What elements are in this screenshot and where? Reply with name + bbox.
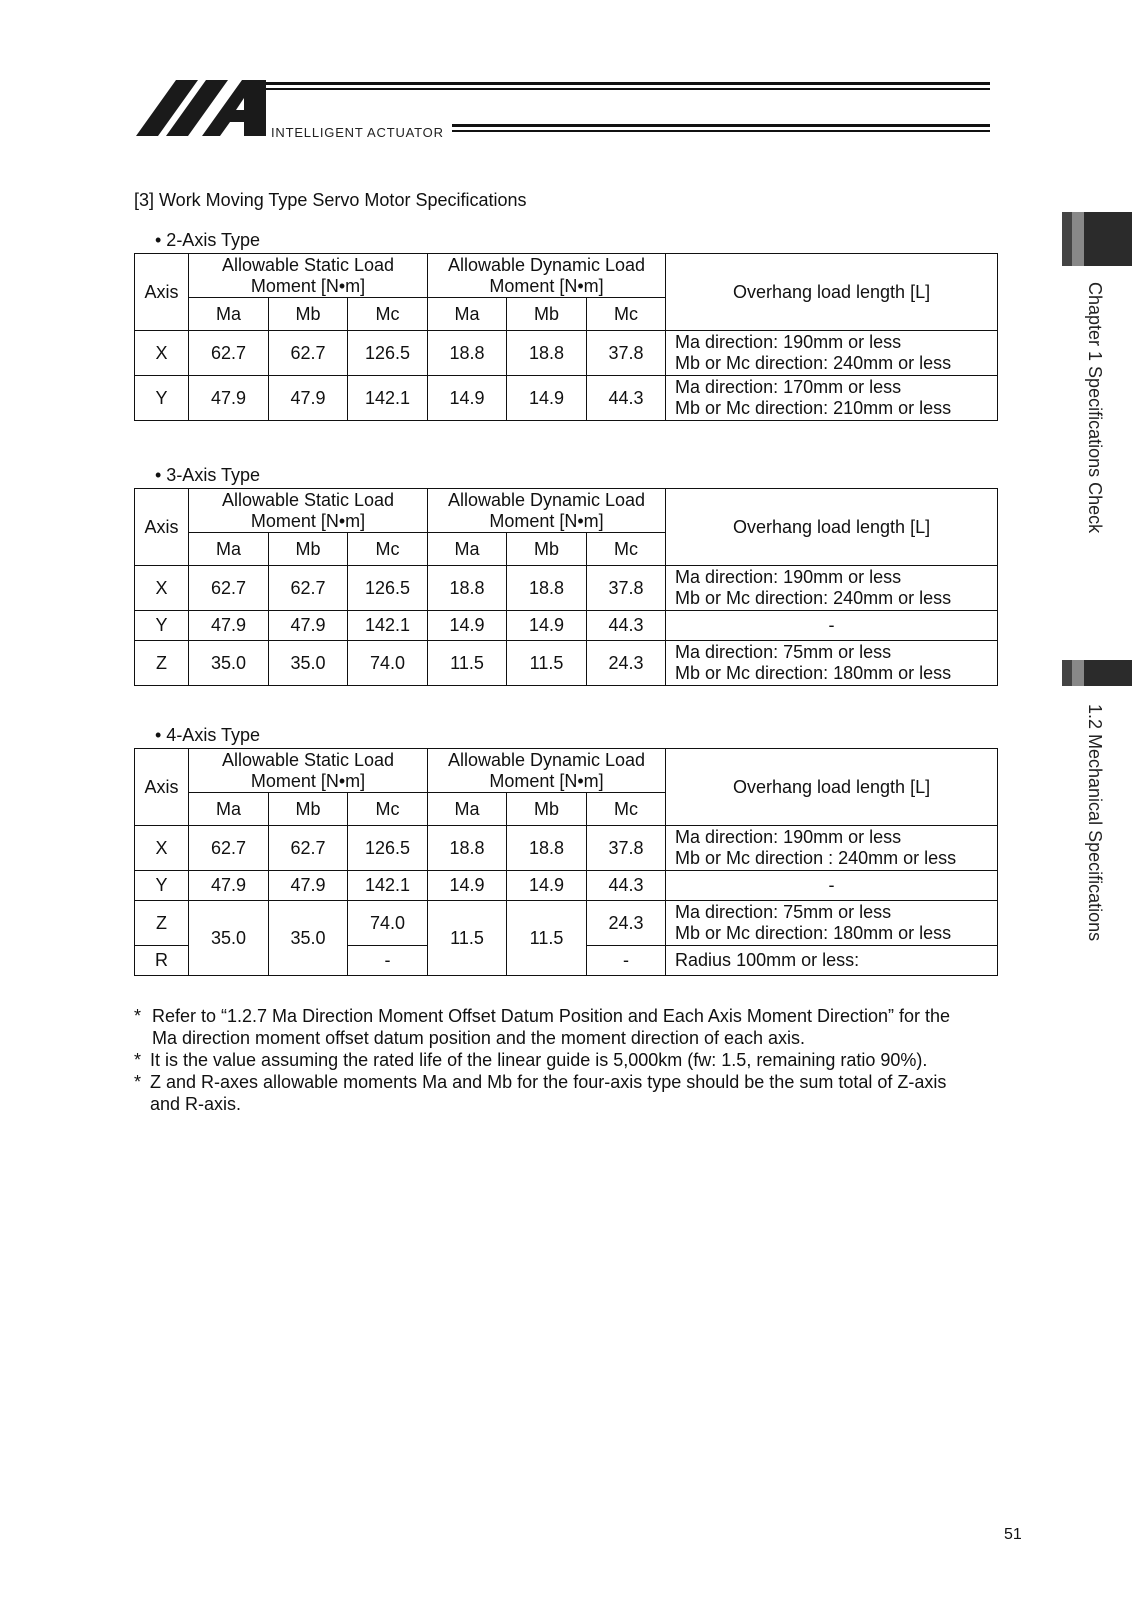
value-cell: 18.8 xyxy=(507,826,587,871)
axis-cell: Y xyxy=(135,611,189,641)
mb-header: Mb xyxy=(269,298,348,331)
iai-logo xyxy=(136,80,266,138)
axis-cell: X xyxy=(135,826,189,871)
dynamic-header: Allowable Dynamic Load Moment [N•m] xyxy=(428,489,666,533)
value-cell: 47.9 xyxy=(189,611,269,641)
mb-header: Mb xyxy=(269,793,348,826)
value-cell: 14.9 xyxy=(428,376,507,421)
mc-header: Mc xyxy=(587,793,666,826)
overhang-cell xyxy=(666,901,998,946)
value-cell: 18.8 xyxy=(507,566,587,611)
overhang-line: Ma direction: 190mm or less xyxy=(675,827,902,847)
footnote-line: Z and R-axes allowable moments Ma and Mb for the four-axis type should be the sum total of Z-axis xyxy=(150,1072,947,1092)
value-cell: 44.3 xyxy=(587,871,666,901)
value-cell: 35.0 xyxy=(269,641,348,686)
value-cell: 11.5 xyxy=(507,641,587,686)
value-cell: 62.7 xyxy=(269,566,348,611)
overhang-cell xyxy=(666,566,998,611)
ma-header: Ma xyxy=(428,298,507,331)
overhang-header: Overhang load length [L] xyxy=(666,254,998,331)
axis-cell: Y xyxy=(135,376,189,421)
table-label-3axis: • 3-Axis Type xyxy=(155,465,261,485)
mb-header: Mb xyxy=(507,533,587,566)
value-cell: 62.7 xyxy=(189,331,269,376)
axis-cell: Y xyxy=(135,871,189,901)
value-cell: 47.9 xyxy=(269,871,348,901)
static-header: Allowable Static Load Moment [N•m] xyxy=(189,489,428,533)
value-cell: 37.8 xyxy=(587,826,666,871)
value-cell: 11.5 xyxy=(507,901,587,976)
overhang-cell: Radius 100mm or less: xyxy=(666,946,998,976)
value-cell: 11.5 xyxy=(428,901,507,976)
ma-header: Ma xyxy=(428,793,507,826)
dynamic-header: Allowable Dynamic Load Moment [N•m] xyxy=(428,749,666,793)
value-cell: 14.9 xyxy=(507,376,587,421)
axis-cell: X xyxy=(135,331,189,376)
value-cell: 47.9 xyxy=(269,611,348,641)
footnote xyxy=(134,1005,1004,1049)
brand-name: INTELLIGENT ACTUATOR xyxy=(271,125,444,140)
value-cell: 14.9 xyxy=(428,611,507,641)
value-cell: 126.5 xyxy=(348,826,428,871)
value-cell: 142.1 xyxy=(348,611,428,641)
overhang-cell: - xyxy=(666,871,998,901)
ma-header: Ma xyxy=(189,793,269,826)
footnote xyxy=(134,1071,1004,1115)
footnote-mark: * xyxy=(134,1072,142,1092)
table-label-2axis: • 2-Axis Type xyxy=(155,230,261,250)
table-label-4axis: • 4-Axis Type xyxy=(155,725,261,745)
value-cell: 35.0 xyxy=(269,901,348,976)
overhang-cell xyxy=(666,331,998,376)
spec-table-2axis xyxy=(134,253,998,421)
dynamic-header: Allowable Dynamic Load Moment [N•m] xyxy=(428,254,666,298)
header-rule-top xyxy=(266,82,990,93)
spec-table-4axis xyxy=(134,748,998,976)
value-cell: 14.9 xyxy=(507,611,587,641)
value-cell: 62.7 xyxy=(189,566,269,611)
value-cell: 37.8 xyxy=(587,566,666,611)
value-cell: 74.0 xyxy=(348,901,428,946)
table-row xyxy=(135,611,998,641)
footnote-mark: * xyxy=(134,1050,142,1070)
axis-header: Axis xyxy=(135,489,189,566)
overhang-line: Ma direction: 75mm or less xyxy=(675,642,892,662)
overhang-line: Ma direction: 190mm or less xyxy=(675,332,902,352)
section-tab-marker xyxy=(1062,660,1132,686)
overhang-cell xyxy=(666,376,998,421)
overhang-cell xyxy=(666,641,998,686)
ma-header: Ma xyxy=(189,533,269,566)
value-cell: 47.9 xyxy=(269,376,348,421)
footnote-line: Ma direction moment offset datum position and the moment direction of each axis. xyxy=(152,1028,806,1048)
table-row xyxy=(135,901,998,946)
overhang-line: Ma direction: 190mm or less xyxy=(675,567,902,587)
overhang-line: Mb or Mc direction: 240mm or less xyxy=(675,588,952,608)
overhang-line: Mb or Mc direction : 240mm or less xyxy=(675,848,957,868)
axis-cell: Z xyxy=(135,901,189,946)
value-cell: 142.1 xyxy=(348,376,428,421)
value-cell: 62.7 xyxy=(269,826,348,871)
header-rule-bottom xyxy=(452,124,990,135)
value-cell: 18.8 xyxy=(507,331,587,376)
value-cell: 47.9 xyxy=(189,871,269,901)
ma-header: Ma xyxy=(189,298,269,331)
value-cell: 18.8 xyxy=(428,826,507,871)
mb-header: Mb xyxy=(507,793,587,826)
static-header: Allowable Static Load Moment [N•m] xyxy=(189,254,428,298)
value-cell: 62.7 xyxy=(189,826,269,871)
axis-header: Axis xyxy=(135,749,189,826)
mc-header: Mc xyxy=(587,533,666,566)
value-cell: 37.8 xyxy=(587,331,666,376)
value-cell: - xyxy=(587,946,666,976)
overhang-cell xyxy=(666,826,998,871)
value-cell: 126.5 xyxy=(348,331,428,376)
section-title: [3] Work Moving Type Servo Motor Specifications xyxy=(134,190,527,210)
table-row xyxy=(135,826,998,871)
page-number: 51 xyxy=(1004,1526,1022,1543)
overhang-line: Mb or Mc direction: 180mm or less xyxy=(675,923,952,943)
overhang-line: Mb or Mc direction: 180mm or less xyxy=(675,663,952,683)
value-cell: 35.0 xyxy=(189,641,269,686)
table-row xyxy=(135,641,998,686)
ma-header: Ma xyxy=(428,533,507,566)
table-row xyxy=(135,331,998,376)
value-cell: 24.3 xyxy=(587,641,666,686)
value-cell: 44.3 xyxy=(587,611,666,641)
value-cell: 35.0 xyxy=(189,901,269,976)
value-cell: 18.8 xyxy=(428,566,507,611)
value-cell: 74.0 xyxy=(348,641,428,686)
table-row xyxy=(135,566,998,611)
value-cell: 44.3 xyxy=(587,376,666,421)
footnote-mark: * xyxy=(134,1006,142,1026)
section-tab-label: 1.2 Mechanical Specifications xyxy=(1085,704,1105,942)
footnote xyxy=(134,1049,1004,1071)
footnotes xyxy=(134,1005,1004,1115)
chapter-tab-marker xyxy=(1062,212,1132,266)
mc-header: Mc xyxy=(348,533,428,566)
overhang-line: Mb or Mc direction: 240mm or less xyxy=(675,353,952,373)
value-cell: 126.5 xyxy=(348,566,428,611)
value-cell: 18.8 xyxy=(428,331,507,376)
value-cell: 11.5 xyxy=(428,641,507,686)
spec-table-3axis xyxy=(134,488,998,686)
overhang-header: Overhang load length [L] xyxy=(666,749,998,826)
mb-header: Mb xyxy=(269,533,348,566)
value-cell: 24.3 xyxy=(587,901,666,946)
table-row xyxy=(135,376,998,421)
footnote-line: and R-axis. xyxy=(150,1094,242,1114)
overhang-cell: - xyxy=(666,611,998,641)
table-row xyxy=(135,871,998,901)
static-header: Allowable Static Load Moment [N•m] xyxy=(189,749,428,793)
value-cell: 14.9 xyxy=(428,871,507,901)
overhang-line: Mb or Mc direction: 210mm or less xyxy=(675,398,952,418)
footnote-line: It is the value assuming the rated life of the linear guide is 5,000km (fw: 1.5, remaining ratio 90%). xyxy=(150,1050,928,1070)
value-cell: - xyxy=(348,946,428,976)
value-cell: 14.9 xyxy=(507,871,587,901)
overhang-header: Overhang load length [L] xyxy=(666,489,998,566)
overhang-line: Ma direction: 170mm or less xyxy=(675,377,902,397)
axis-cell: Z xyxy=(135,641,189,686)
axis-cell: X xyxy=(135,566,189,611)
mc-header: Mc xyxy=(587,298,666,331)
mc-header: Mc xyxy=(348,298,428,331)
axis-cell: R xyxy=(135,946,189,976)
value-cell: 62.7 xyxy=(269,331,348,376)
value-cell: 47.9 xyxy=(189,376,269,421)
footnote-line: Refer to “1.2.7 Ma Direction Moment Offset Datum Position and Each Axis Moment Direction” for the xyxy=(152,1006,951,1026)
mc-header: Mc xyxy=(348,793,428,826)
value-cell: 142.1 xyxy=(348,871,428,901)
mb-header: Mb xyxy=(507,298,587,331)
chapter-tab-label: Chapter 1 Specifications Check xyxy=(1085,282,1105,534)
axis-header: Axis xyxy=(135,254,189,331)
overhang-line: Ma direction: 75mm or less xyxy=(675,902,892,922)
